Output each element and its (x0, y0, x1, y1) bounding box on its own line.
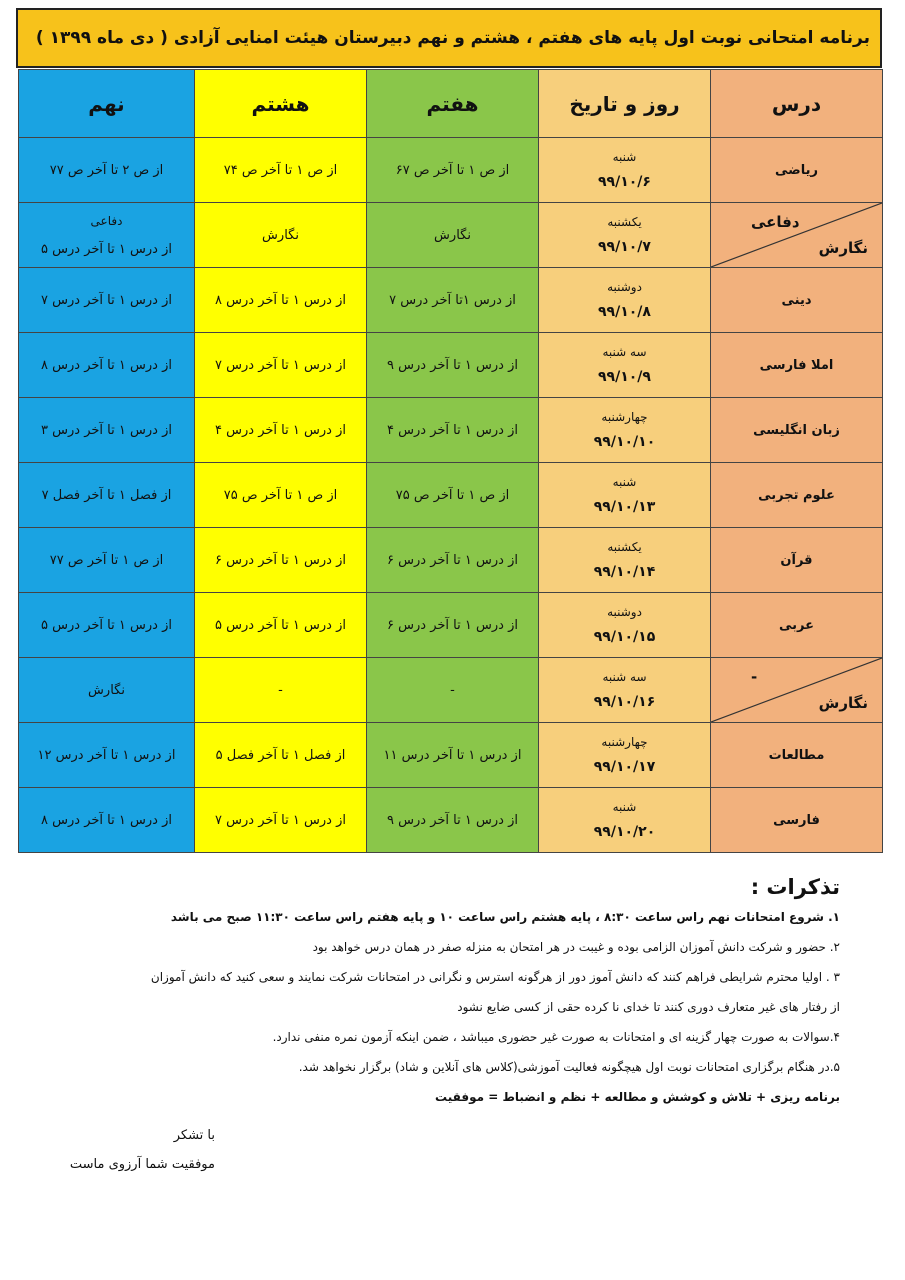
date-cell (539, 788, 711, 853)
subject-top: - (751, 668, 758, 686)
date-value: ۹۹/۱۰/۷ (598, 239, 651, 255)
subject-cell: ریاضی (711, 138, 883, 203)
grade7-cell: از ص ۱ تا آخر ص ۷۵ (367, 463, 539, 528)
grade8-cell: از درس ۱ تا آخر درس ۶ (195, 528, 367, 593)
grade9-cell: نگارش (19, 658, 195, 723)
subject-cell: دینی (711, 268, 883, 333)
subject-bottom: نگارش (818, 239, 868, 257)
grade9-subject-note: دفاعی (90, 213, 123, 228)
note-item: ۴.سوالات به صورت چهار گزینه ای و امتحانات به صورت غیر حضوری میباشد ، ضمن اینکه آزمون نمره منفی ندارد. (272, 1030, 840, 1044)
day-name: سه شنبه (602, 670, 647, 684)
table-row (19, 268, 883, 333)
notes-title: تذکرات : (750, 875, 840, 899)
note-item: ۲. حضور و شرکت دانش آموزان الزامی بوده و غیبت در هر امتحان به منزله صفر در همان درس خواهد بود (312, 940, 840, 954)
note-item: ۳ . اولیا محترم شرایطی فراهم کنند که دانش آموز دور از هرگونه استرس و نگرانی در امتحانات شرکت نمایند و سعی کنید که دانش آموزان (150, 970, 840, 984)
grade9-cell: از ص ۱ تا آخر ص ۷۷ (19, 528, 195, 593)
exam-schedule-table (18, 69, 883, 853)
day-name: سه شنبه (602, 345, 647, 359)
date-cell (539, 333, 711, 398)
grade7-cell: از درس ۱ تا آخر درس ۹ (367, 333, 539, 398)
table-row (19, 333, 883, 398)
grade8-cell: از درس ۱ تا آخر درس ۸ (195, 268, 367, 333)
subject-cell: زبان انگلیسی (711, 398, 883, 463)
signature-thanks: با تشکر (173, 1128, 215, 1143)
grade8-cell: از درس ۱ تا آخر درس ۵ (195, 593, 367, 658)
date-cell (539, 463, 711, 528)
grade7-cell: از درس ۱ تا آخر درس ۶ (367, 528, 539, 593)
grade9-cell: از درس ۱ تا آخر درس ۳ (19, 398, 195, 463)
date-value: ۹۹/۱۰/۹ (598, 369, 651, 385)
table-row (19, 723, 883, 788)
grade9-cell (19, 203, 195, 268)
subject-bottom: نگارش (818, 694, 868, 712)
note-item: ۵.در هنگام برگزاری امتحانات نوبت اول هیچگونه فعالیت آموزشی(کلاس های آنلاین و شاد) برگزار نخواهد شد. (298, 1060, 840, 1074)
date-value: ۹۹/۱۰/۱۶ (593, 694, 656, 710)
grade8-cell: نگارش (195, 203, 367, 268)
grade7-cell: از درس ۱تا آخر درس ۷ (367, 268, 539, 333)
grade7-cell: از ص ۱ تا آخر ص ۶۷ (367, 138, 539, 203)
date-cell (539, 723, 711, 788)
grade7-cell: نگارش (367, 203, 539, 268)
day-name: چهارشنبه (601, 735, 648, 749)
table-row (19, 138, 883, 203)
day-name: یکشنبه (607, 215, 642, 229)
date-cell (539, 203, 711, 268)
date-value: ۹۹/۱۰/۱۵ (593, 629, 656, 645)
table-row (19, 593, 883, 658)
header-date: روز و تاریخ (539, 70, 711, 138)
header-grade7: هفتم (367, 70, 539, 138)
date-value: ۹۹/۱۰/۱۰ (593, 434, 656, 450)
table-row (19, 463, 883, 528)
table-row (19, 658, 883, 723)
grade8-cell: از درس ۱ تا آخر درس ۷ (195, 788, 367, 853)
subject-top: دفاعی (751, 213, 800, 231)
note-item: ۱. شروع امتحانات نهم راس ساعت ۸:۳۰ ، پایه هشتم راس ساعت ۱۰ و پایه هفتم راس ساعت ۱۱:۳۰ صبح می باشد (170, 910, 840, 924)
date-value: ۹۹/۱۰/۱۳ (593, 499, 656, 515)
grade8-cell: - (195, 658, 367, 723)
table-row (19, 528, 883, 593)
date-value: ۹۹/۱۰/۱۴ (593, 564, 656, 580)
grade9-cell: از درس ۱ تا آخر درس ۱۲ (19, 723, 195, 788)
grade9-cell: از درس ۱ تا آخر درس ۸ (19, 333, 195, 398)
date-value: ۹۹/۱۰/۸ (598, 304, 651, 320)
date-value: ۹۹/۱۰/۲۰ (593, 824, 656, 840)
grade8-cell: از ص ۱ تا آخر ص ۷۴ (195, 138, 367, 203)
subject-cell: مطالعات (711, 723, 883, 788)
subject-cell: املا فارسی (711, 333, 883, 398)
grade7-cell: از درس ۱ تا آخر درس ۹ (367, 788, 539, 853)
grade8-cell: از درس ۱ تا آخر درس ۷ (195, 333, 367, 398)
motto-line: برنامه ریزی + تلاش و کوشش و مطالعه + نظم و انضباط = موفقیت (434, 1090, 840, 1104)
day-name: شنبه (612, 475, 637, 489)
day-name: چهارشنبه (601, 410, 648, 424)
note-item: از رفتار های غیر متعارف دوری کنند تا خدای نا کرده حقی از کسی ضایع نشود (457, 1000, 840, 1014)
day-name: دوشنبه (607, 605, 642, 619)
table-row (19, 398, 883, 463)
subject-cell: عربی (711, 593, 883, 658)
grade7-cell: از درس ۱ تا آخر درس ۱۱ (367, 723, 539, 788)
grade9-range: از درس ۱ تا آخر درس ۵ (41, 241, 172, 257)
signature-wish: موفقیت شما آرزوی ماست (69, 1157, 215, 1172)
date-cell (539, 658, 711, 723)
date-cell (539, 398, 711, 463)
diagonal-divider (711, 658, 882, 722)
notes-section (40, 875, 840, 1119)
grade8-cell: از درس ۱ تا آخر درس ۴ (195, 398, 367, 463)
grade9-cell: از ص ۲ تا آخر ص ۷۷ (19, 138, 195, 203)
grade9-cell: از درس ۱ تا آخر درس ۷ (19, 268, 195, 333)
header-row (19, 70, 883, 138)
day-name: شنبه (612, 150, 637, 164)
day-name: شنبه (612, 800, 637, 814)
subject-cell: فارسی (711, 788, 883, 853)
grade9-cell: از درس ۱ تا آخر درس ۵ (19, 593, 195, 658)
date-cell (539, 138, 711, 203)
page-title: برنامه امتحانی نوبت اول پایه های هفتم ، هشتم و نهم دبیرستان هیئت امنایی آزادی ( دی ماه ۱۳۹۹ ) (16, 8, 882, 68)
signature-block (55, 1128, 215, 1186)
date-cell (539, 528, 711, 593)
grade7-cell: - (367, 658, 539, 723)
header-subject: درس (711, 70, 883, 138)
day-name: یکشنبه (607, 540, 642, 554)
date-cell (539, 268, 711, 333)
grade9-cell: از درس ۱ تا آخر درس ۸ (19, 788, 195, 853)
grade8-cell: از ص ۱ تا آخر ص ۷۵ (195, 463, 367, 528)
grade8-cell: از فصل ۱ تا آخر فصل ۵ (195, 723, 367, 788)
header-grade8: هشتم (195, 70, 367, 138)
date-value: ۹۹/۱۰/۱۷ (593, 759, 656, 775)
subject-cell: قرآن (711, 528, 883, 593)
table-row (19, 788, 883, 853)
grade7-cell: از درس ۱ تا آخر درس ۶ (367, 593, 539, 658)
subject-cell-split (711, 203, 883, 268)
date-cell (539, 593, 711, 658)
table-row (19, 203, 883, 268)
grade9-cell: از فصل ۱ تا آخر فصل ۷ (19, 463, 195, 528)
date-value: ۹۹/۱۰/۶ (598, 174, 651, 190)
subject-cell-split (711, 658, 883, 723)
grade7-cell: از درس ۱ تا آخر درس ۴ (367, 398, 539, 463)
day-name: دوشنبه (607, 280, 642, 294)
header-grade9: نهم (19, 70, 195, 138)
subject-cell: علوم تجربی (711, 463, 883, 528)
